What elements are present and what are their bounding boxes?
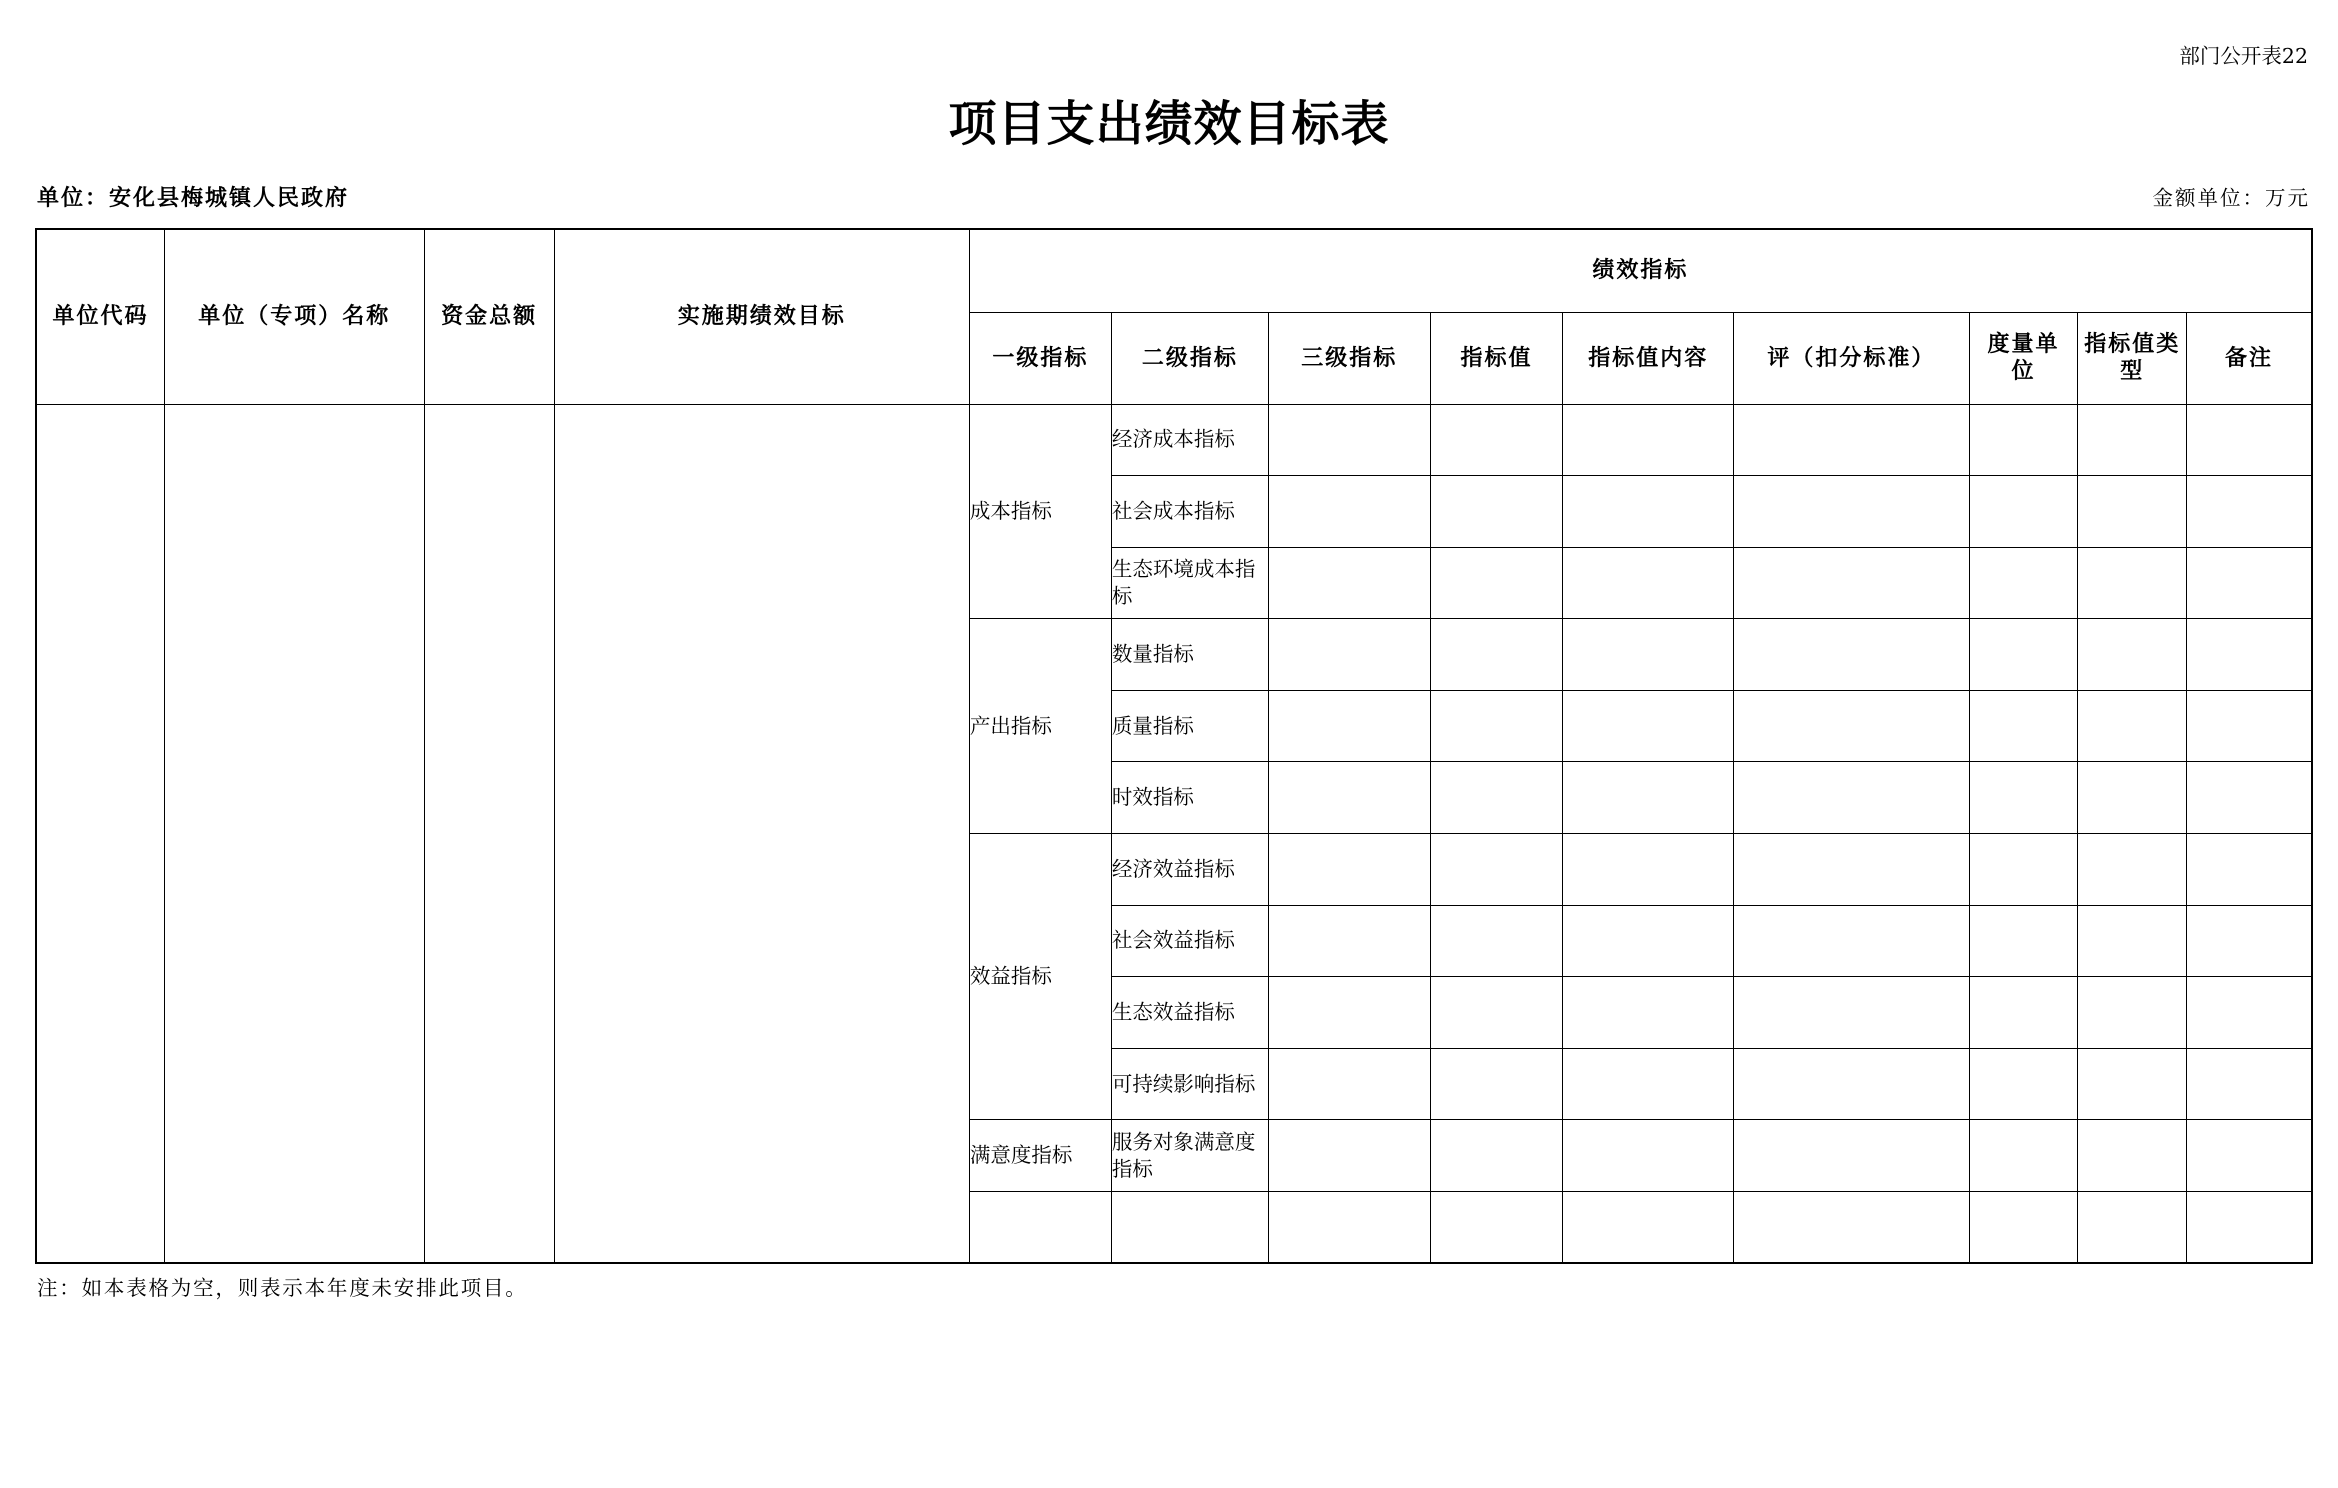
- level2-cell: [1111, 1120, 1268, 1192]
- unit-label: 单位：安化县梅城镇人民政府: [37, 185, 350, 211]
- level3-cell: [1268, 905, 1430, 977]
- value-cell: [1430, 1192, 1563, 1264]
- level3-cell: [1268, 834, 1430, 906]
- measure-unit-cell: [1969, 977, 2078, 1049]
- value-content-cell: [1563, 476, 1734, 548]
- header-criteria: 评（扣分标准）: [1734, 312, 1970, 404]
- criteria-cell: [1734, 834, 1970, 906]
- level3-cell: [1268, 619, 1430, 691]
- remarks-cell: [2187, 404, 2312, 476]
- header-level2: 二级指标: [1111, 312, 1268, 404]
- criteria-cell: [1734, 476, 1970, 548]
- value-content-cell: [1563, 762, 1734, 834]
- value-cell: [1430, 1048, 1563, 1120]
- level2-label: 生态效益指标: [1111, 1000, 1235, 1025]
- level2-cell: [1111, 690, 1268, 762]
- value-content-cell: [1563, 619, 1734, 691]
- level1-cell: 成本指标: [969, 404, 1111, 619]
- header-level1: 一级指标: [969, 312, 1111, 404]
- form-number: 部门公开表22: [2179, 44, 2308, 68]
- value-type-cell: [2078, 547, 2187, 619]
- level2-label: 可持续影响指标: [1111, 1071, 1256, 1096]
- level2-cell: [1111, 1192, 1268, 1264]
- page-title: 项目支出绩效目标表: [948, 96, 1390, 152]
- level2-label: 经济成本指标: [1111, 427, 1235, 452]
- value-cell: [1430, 547, 1563, 619]
- level3-cell: [1268, 690, 1430, 762]
- value-cell: [1430, 977, 1563, 1049]
- header-row: [36, 229, 2312, 312]
- level3-cell: [1268, 1048, 1430, 1120]
- value-content-cell: [1563, 905, 1734, 977]
- amount-unit-label: 金额单位：万元: [2152, 186, 2310, 210]
- measure-unit-cell: [1969, 619, 2078, 691]
- level2-cell: [1111, 905, 1268, 977]
- criteria-cell: [1734, 1192, 1970, 1264]
- level2-cell: [1111, 404, 1268, 476]
- level2-label: 社会效益指标: [1111, 928, 1235, 953]
- measure-unit-cell: [1969, 547, 2078, 619]
- criteria-cell: [1734, 1120, 1970, 1192]
- criteria-cell: [1734, 404, 1970, 476]
- unit-code-cell: [36, 404, 164, 1263]
- level2-label: 时效指标: [1111, 785, 1194, 810]
- value-type-cell: [2078, 619, 2187, 691]
- criteria-cell: [1734, 1048, 1970, 1120]
- value-content-cell: [1563, 834, 1734, 906]
- value-type-cell: [2078, 1048, 2187, 1120]
- value-type-cell: [2078, 690, 2187, 762]
- remarks-cell: [2187, 1048, 2312, 1120]
- measure-unit-cell: [1969, 404, 2078, 476]
- level1-cell: 产出指标: [969, 619, 1111, 834]
- header-goal: 实施期绩效目标: [554, 229, 969, 404]
- measure-unit-cell: [1969, 905, 2078, 977]
- value-content-cell: [1563, 1192, 1734, 1264]
- performance-target-table: [35, 228, 2313, 1264]
- header-unit-code: 单位代码: [36, 229, 164, 404]
- remarks-cell: [2187, 1120, 2312, 1192]
- total-funds-cell: [424, 404, 554, 1263]
- level2-cell: [1111, 834, 1268, 906]
- level2-label: 服务对象满意度指标: [1111, 1129, 1256, 1181]
- level2-label: 数量指标: [1111, 642, 1194, 667]
- remarks-cell: [2187, 762, 2312, 834]
- level3-cell: [1268, 547, 1430, 619]
- header-unit-name: 单位（专项）名称: [164, 229, 424, 404]
- measure-unit-cell: [1969, 834, 2078, 906]
- level3-cell: [1268, 1192, 1430, 1264]
- value-content-cell: [1563, 977, 1734, 1049]
- remarks-cell: [2187, 476, 2312, 548]
- value-cell: [1430, 619, 1563, 691]
- remarks-cell: [2187, 905, 2312, 977]
- level2-cell: [1111, 762, 1268, 834]
- value-type-cell: [2078, 762, 2187, 834]
- value-content-cell: [1563, 1120, 1734, 1192]
- header-measure-unit-label: 度量单位: [1987, 331, 2060, 384]
- value-type-cell: [2078, 1192, 2187, 1264]
- table-row: [36, 404, 2312, 476]
- remarks-cell: [2187, 1192, 2312, 1264]
- value-cell: [1430, 905, 1563, 977]
- header-remarks: 备注: [2187, 312, 2312, 404]
- level3-cell: [1268, 977, 1430, 1049]
- value-type-cell: [2078, 977, 2187, 1049]
- measure-unit-cell: [1969, 1192, 2078, 1264]
- unit-name-cell: [164, 404, 424, 1263]
- level2-label: 质量指标: [1111, 713, 1194, 738]
- value-content-cell: [1563, 1048, 1734, 1120]
- level1-cell: [969, 1192, 1111, 1264]
- level3-cell: [1268, 762, 1430, 834]
- value-content-cell: [1563, 547, 1734, 619]
- value-cell: [1430, 1120, 1563, 1192]
- value-cell: [1430, 762, 1563, 834]
- remarks-cell: [2187, 690, 2312, 762]
- measure-unit-cell: [1969, 1048, 2078, 1120]
- measure-unit-cell: [1969, 476, 2078, 548]
- value-type-cell: [2078, 905, 2187, 977]
- remarks-cell: [2187, 977, 2312, 1049]
- level1-cell: 满意度指标: [969, 1120, 1111, 1192]
- header-indicators: 绩效指标: [969, 229, 2312, 312]
- goal-cell: [554, 404, 969, 1263]
- value-cell: [1430, 404, 1563, 476]
- header-measure-unit: [1969, 312, 2078, 404]
- header-value-content: 指标值内容: [1563, 312, 1734, 404]
- value-cell: [1430, 690, 1563, 762]
- level3-cell: [1268, 1120, 1430, 1192]
- value-type-cell: [2078, 404, 2187, 476]
- footnote: 注：如本表格为空，则表示本年度未安排此项目。: [37, 1276, 528, 1300]
- value-type-cell: [2078, 476, 2187, 548]
- value-type-cell: [2078, 834, 2187, 906]
- level2-cell: [1111, 977, 1268, 1049]
- remarks-cell: [2187, 834, 2312, 906]
- level1-cell: 效益指标: [969, 834, 1111, 1120]
- level2-label: 生态环境成本指标: [1111, 556, 1256, 608]
- level2-label: 社会成本指标: [1111, 498, 1235, 523]
- value-cell: [1430, 476, 1563, 548]
- header-level3: 三级指标: [1268, 312, 1430, 404]
- level2-cell: [1111, 1048, 1268, 1120]
- criteria-cell: [1734, 619, 1970, 691]
- value-content-cell: [1563, 690, 1734, 762]
- remarks-cell: [2187, 619, 2312, 691]
- criteria-cell: [1734, 547, 1970, 619]
- level2-cell: [1111, 547, 1268, 619]
- level2-cell: [1111, 476, 1268, 548]
- header-total-funds: 资金总额: [424, 229, 554, 404]
- criteria-cell: [1734, 905, 1970, 977]
- level3-cell: [1268, 404, 1430, 476]
- level2-label: 经济效益指标: [1111, 856, 1235, 881]
- measure-unit-cell: [1969, 1120, 2078, 1192]
- measure-unit-cell: [1969, 690, 2078, 762]
- remarks-cell: [2187, 547, 2312, 619]
- measure-unit-cell: [1969, 762, 2078, 834]
- criteria-cell: [1734, 690, 1970, 762]
- level3-cell: [1268, 476, 1430, 548]
- value-cell: [1430, 834, 1563, 906]
- value-type-cell: [2078, 1120, 2187, 1192]
- criteria-cell: [1734, 977, 1970, 1049]
- header-value: 指标值: [1430, 312, 1563, 404]
- header-value-type-label: 指标值类型: [2084, 331, 2181, 384]
- level2-cell: [1111, 619, 1268, 691]
- header-value-type: [2078, 312, 2187, 404]
- value-content-cell: [1563, 404, 1734, 476]
- criteria-cell: [1734, 762, 1970, 834]
